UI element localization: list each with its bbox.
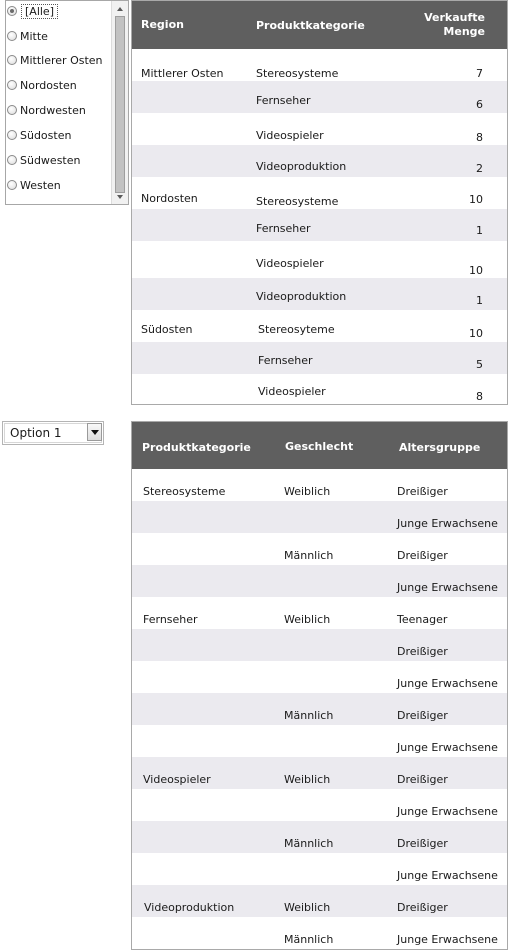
region-option-nordosten[interactable] bbox=[7, 75, 77, 95]
cell-gender: Weiblich bbox=[284, 485, 331, 498]
scroll-down-icon[interactable] bbox=[112, 190, 128, 204]
radio-button-icon[interactable] bbox=[7, 6, 17, 16]
vertical-scrollbar[interactable] bbox=[111, 1, 128, 204]
cell-quantity: 5 bbox=[476, 358, 483, 371]
cell-age-group: Teenager bbox=[397, 613, 448, 626]
cell-gender: Weiblich bbox=[284, 901, 331, 914]
table-row bbox=[132, 374, 507, 405]
column-header-age-group[interactable]: Altersgruppe bbox=[399, 441, 481, 454]
cell-age-group: Junge Erwachsene bbox=[397, 869, 498, 882]
cell-gender: Weiblich bbox=[284, 773, 331, 786]
cell-age-group: Dreißiger bbox=[397, 709, 448, 722]
cell-gender: Weiblich bbox=[284, 613, 331, 626]
cell-age-group: Junge Erwachsene bbox=[397, 805, 498, 818]
cell-age-group: Junge Erwachsene bbox=[397, 517, 498, 530]
cell-region: Südosten bbox=[141, 323, 193, 336]
table-row bbox=[132, 885, 507, 917]
table-row bbox=[132, 693, 507, 725]
chevron-down-icon[interactable] bbox=[87, 423, 102, 441]
cell-quantity: 1 bbox=[476, 294, 483, 307]
cell-category: Fernseher bbox=[256, 94, 311, 107]
region-option-suedosten[interactable] bbox=[7, 125, 71, 145]
table-row bbox=[132, 177, 507, 209]
demographics-table bbox=[131, 421, 508, 950]
region-option-alle[interactable] bbox=[7, 1, 58, 21]
region-option-label: Nordwesten bbox=[20, 103, 86, 117]
table-row bbox=[132, 629, 507, 661]
cell-region: Mittlerer Osten bbox=[141, 67, 224, 80]
radio-button-icon[interactable] bbox=[7, 105, 17, 115]
cell-category: Videoproduktion bbox=[256, 290, 347, 303]
table-row bbox=[132, 49, 507, 81]
table-header bbox=[132, 422, 507, 469]
table-row bbox=[132, 789, 507, 821]
region-option-label: Mitte bbox=[20, 29, 48, 43]
cell-age-group: Junge Erwachsene bbox=[397, 933, 498, 946]
cell-quantity: 2 bbox=[476, 162, 483, 175]
cell-category: Fernseher bbox=[143, 613, 198, 626]
region-option-label: Nordosten bbox=[20, 78, 77, 92]
cell-category: Stereosysteme bbox=[256, 67, 339, 80]
cell-category: Videospieler bbox=[143, 773, 211, 786]
cell-category: Videoproduktion bbox=[144, 901, 235, 914]
table-row bbox=[132, 145, 507, 177]
column-header-gender[interactable]: Geschlecht bbox=[285, 440, 354, 453]
cell-gender: Männlich bbox=[284, 709, 334, 722]
cell-category: Fernseher bbox=[258, 354, 313, 367]
table-row bbox=[132, 661, 507, 693]
region-option-westen[interactable] bbox=[7, 175, 61, 195]
cell-quantity: 8 bbox=[476, 131, 483, 144]
table-row bbox=[132, 342, 507, 374]
cell-gender: Männlich bbox=[284, 933, 334, 946]
cell-age-group: Dreißiger bbox=[397, 901, 448, 914]
column-header-quantity-line1: Verkaufte bbox=[424, 11, 485, 24]
cell-category: Videoproduktion bbox=[256, 160, 347, 173]
cell-quantity: 1 bbox=[476, 224, 483, 237]
cell-category: Videospieler bbox=[258, 385, 326, 398]
column-header-quantity[interactable] bbox=[424, 11, 485, 39]
radio-button-icon[interactable] bbox=[7, 180, 17, 190]
dropdown-selected-value: Option 1 bbox=[10, 426, 62, 440]
cell-age-group: Dreißiger bbox=[397, 485, 448, 498]
cell-category: Videospieler bbox=[256, 129, 324, 142]
table-row bbox=[132, 725, 507, 757]
table-row bbox=[132, 565, 507, 597]
cell-age-group: Dreißiger bbox=[397, 645, 448, 658]
column-header-quantity-line2: Menge bbox=[443, 25, 485, 38]
column-header-category[interactable]: Produktkategorie bbox=[142, 441, 251, 454]
radio-button-icon[interactable] bbox=[7, 130, 17, 140]
table-row bbox=[132, 278, 507, 310]
region-option-label: Mittlerer Osten bbox=[20, 53, 103, 67]
cell-quantity: 10 bbox=[469, 264, 483, 277]
table-row bbox=[132, 241, 507, 277]
option-dropdown[interactable] bbox=[2, 421, 104, 445]
region-option-label: Südwesten bbox=[20, 153, 81, 167]
table-row bbox=[132, 533, 507, 565]
region-option-mittlerer-osten[interactable] bbox=[7, 50, 103, 70]
table-row bbox=[132, 209, 507, 241]
cell-category: Fernseher bbox=[256, 222, 311, 235]
cell-age-group: Dreißiger bbox=[397, 549, 448, 562]
region-option-suedwesten[interactable] bbox=[7, 150, 80, 170]
cell-category: Stereosysteme bbox=[256, 195, 339, 208]
cell-quantity: 7 bbox=[476, 67, 483, 80]
table-row bbox=[132, 757, 507, 789]
region-option-mitte[interactable] bbox=[7, 26, 48, 46]
sales-by-region-table bbox=[131, 0, 508, 405]
radio-button-icon[interactable] bbox=[7, 31, 17, 41]
cell-gender: Männlich bbox=[284, 837, 334, 850]
region-option-nordwesten[interactable] bbox=[7, 100, 86, 120]
cell-age-group: Junge Erwachsene bbox=[397, 741, 498, 754]
cell-category: Videospieler bbox=[256, 257, 324, 270]
cell-age-group: Junge Erwachsene bbox=[397, 677, 498, 690]
radio-button-icon[interactable] bbox=[7, 55, 17, 65]
cell-age-group: Junge Erwachsene bbox=[397, 581, 498, 594]
region-option-label: Westen bbox=[20, 178, 61, 192]
column-header-category[interactable]: Produktkategorie bbox=[256, 19, 365, 32]
scroll-up-icon[interactable] bbox=[112, 2, 128, 16]
region-filter-list[interactable] bbox=[5, 0, 129, 205]
cell-quantity: 10 bbox=[469, 327, 483, 340]
table-row bbox=[132, 113, 507, 145]
radio-button-icon[interactable] bbox=[7, 155, 17, 165]
table-row bbox=[132, 597, 507, 629]
table-row bbox=[132, 821, 507, 853]
cell-gender: Männlich bbox=[284, 549, 334, 562]
cell-age-group: Dreißiger bbox=[397, 773, 448, 786]
cell-age-group: Dreißiger bbox=[397, 837, 448, 850]
table-row bbox=[132, 917, 507, 949]
table-row bbox=[132, 469, 507, 501]
cell-category: Stereosysteme bbox=[143, 485, 226, 498]
cell-quantity: 10 bbox=[469, 193, 483, 206]
scroll-thumb[interactable] bbox=[115, 16, 125, 193]
table-row bbox=[132, 81, 507, 113]
table-row bbox=[132, 310, 507, 342]
cell-quantity: 8 bbox=[476, 390, 483, 403]
cell-region: Nordosten bbox=[141, 192, 198, 205]
region-option-label: [Alle] bbox=[21, 4, 58, 19]
column-header-region[interactable]: Region bbox=[141, 18, 184, 31]
cell-quantity: 6 bbox=[476, 98, 483, 111]
table-header bbox=[132, 1, 507, 49]
region-option-label: Südosten bbox=[20, 128, 72, 142]
cell-category: Stereosyteme bbox=[258, 323, 335, 336]
table-row bbox=[132, 853, 507, 885]
table-row bbox=[132, 501, 507, 533]
radio-button-icon[interactable] bbox=[7, 80, 17, 90]
